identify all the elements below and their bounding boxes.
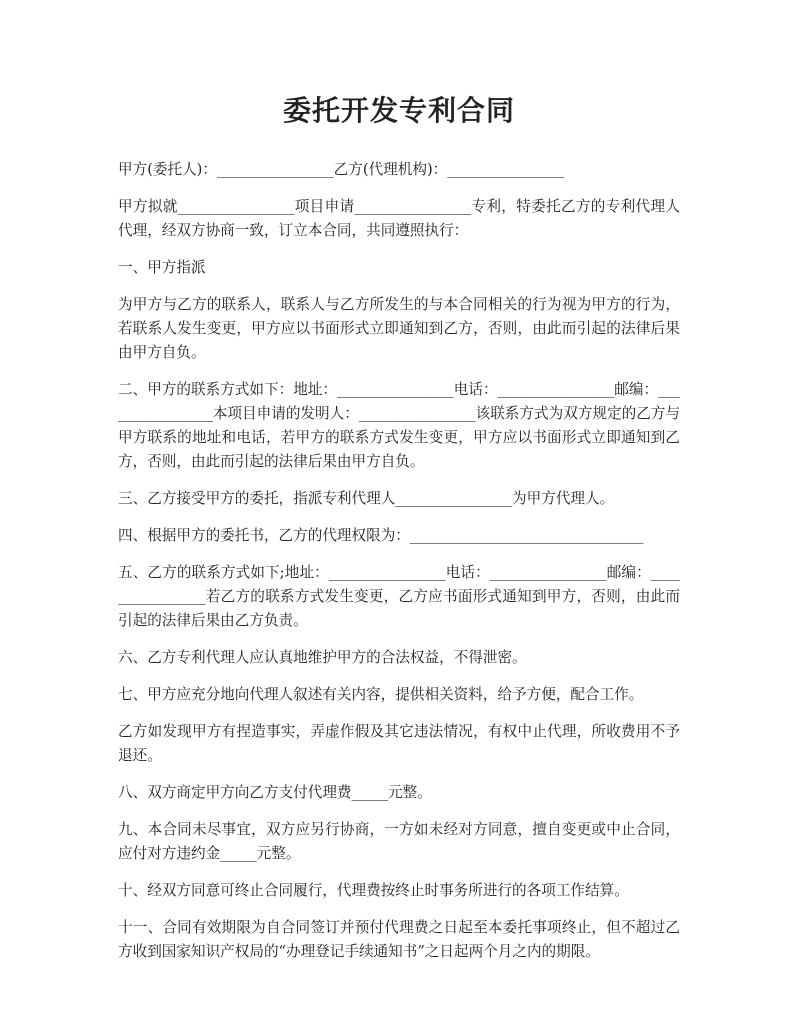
clause-9: 九、本合同未尽事宜，双方应另行协商，一方如未经对方同意，擅自变更或中止合同，应付对方违约金_____元整。 <box>118 821 680 862</box>
clause-3: 三、乙方接受甲方的委托，指派专利代理人________________为甲方代理人。 <box>118 490 615 507</box>
clause-4: 四、根据甲方的委托书，乙方的代理权限为：________________________________ <box>118 527 644 544</box>
document-title: 委托开发专利合同 <box>282 94 515 127</box>
parties-line: 甲方(委托人)：________________乙方(代理机构)：________________ <box>118 161 564 178</box>
clause-5: 五、乙方的联系方式如下;地址：________________电话：________________邮编：________________若乙方的联系方式发生变更，乙方应书面形式通知到甲方，否则，由此而引起的法律后果由乙方负责。 <box>118 564 680 629</box>
clause-7-supplement: 乙方如发现甲方有捏造事实，弄虚作假及其它违法情况，有权中止代理，所收费用不予退还。 <box>118 723 680 764</box>
clause-1-body: 为甲方与乙方的联系人，联系人与乙方所发生的与本合同相关的行为视为甲方的行为，若联系人发生变更，甲方应以书面形式立即通知到乙方，否则，由此而引起的法律后果由甲方自负。 <box>118 296 680 361</box>
clause-7: 七、甲方应充分地向代理人叙述有关内容，提供相关资料，给予方便，配合工作。 <box>118 686 644 703</box>
clause-11: 十一、合同有效期限为自合同签订并预付代理费之日起至本委托事项终止，但不超过乙方收到国家知识产权局的“办理登记手续通知书”之日起两个月之内的期限。 <box>118 919 680 960</box>
clause-8: 八、双方商定甲方向乙方支付代理费_____元整。 <box>118 784 432 801</box>
clause-1-heading: 一、甲方指派 <box>118 259 206 276</box>
contract-page <box>118 92 680 977</box>
clause-10: 十、经双方同意可终止合同履行，代理费按终止时事务所进行的各项工作结算。 <box>118 882 629 899</box>
clause-6: 六、乙方专利代理人应认真地维护甲方的合法权益，不得泄密。 <box>118 649 527 666</box>
preamble-paragraph: 甲方拟就________________项目申请________________专利，特委托乙方的专利代理人代理，经双方协商一致，订立本合同，共同遵照执行： <box>118 198 680 239</box>
clause-2: 二、甲方的联系方式如下：地址：________________电话：________________邮编：________________本项目申请的发明人：________________该联系方式为双方规定的乙方与甲方联系的地址和电话，若甲方的联系方式发生变更，甲方应以书面形式立即通知到乙方，否则，由此而引起的法律后果由甲方自负。 <box>118 381 680 470</box>
